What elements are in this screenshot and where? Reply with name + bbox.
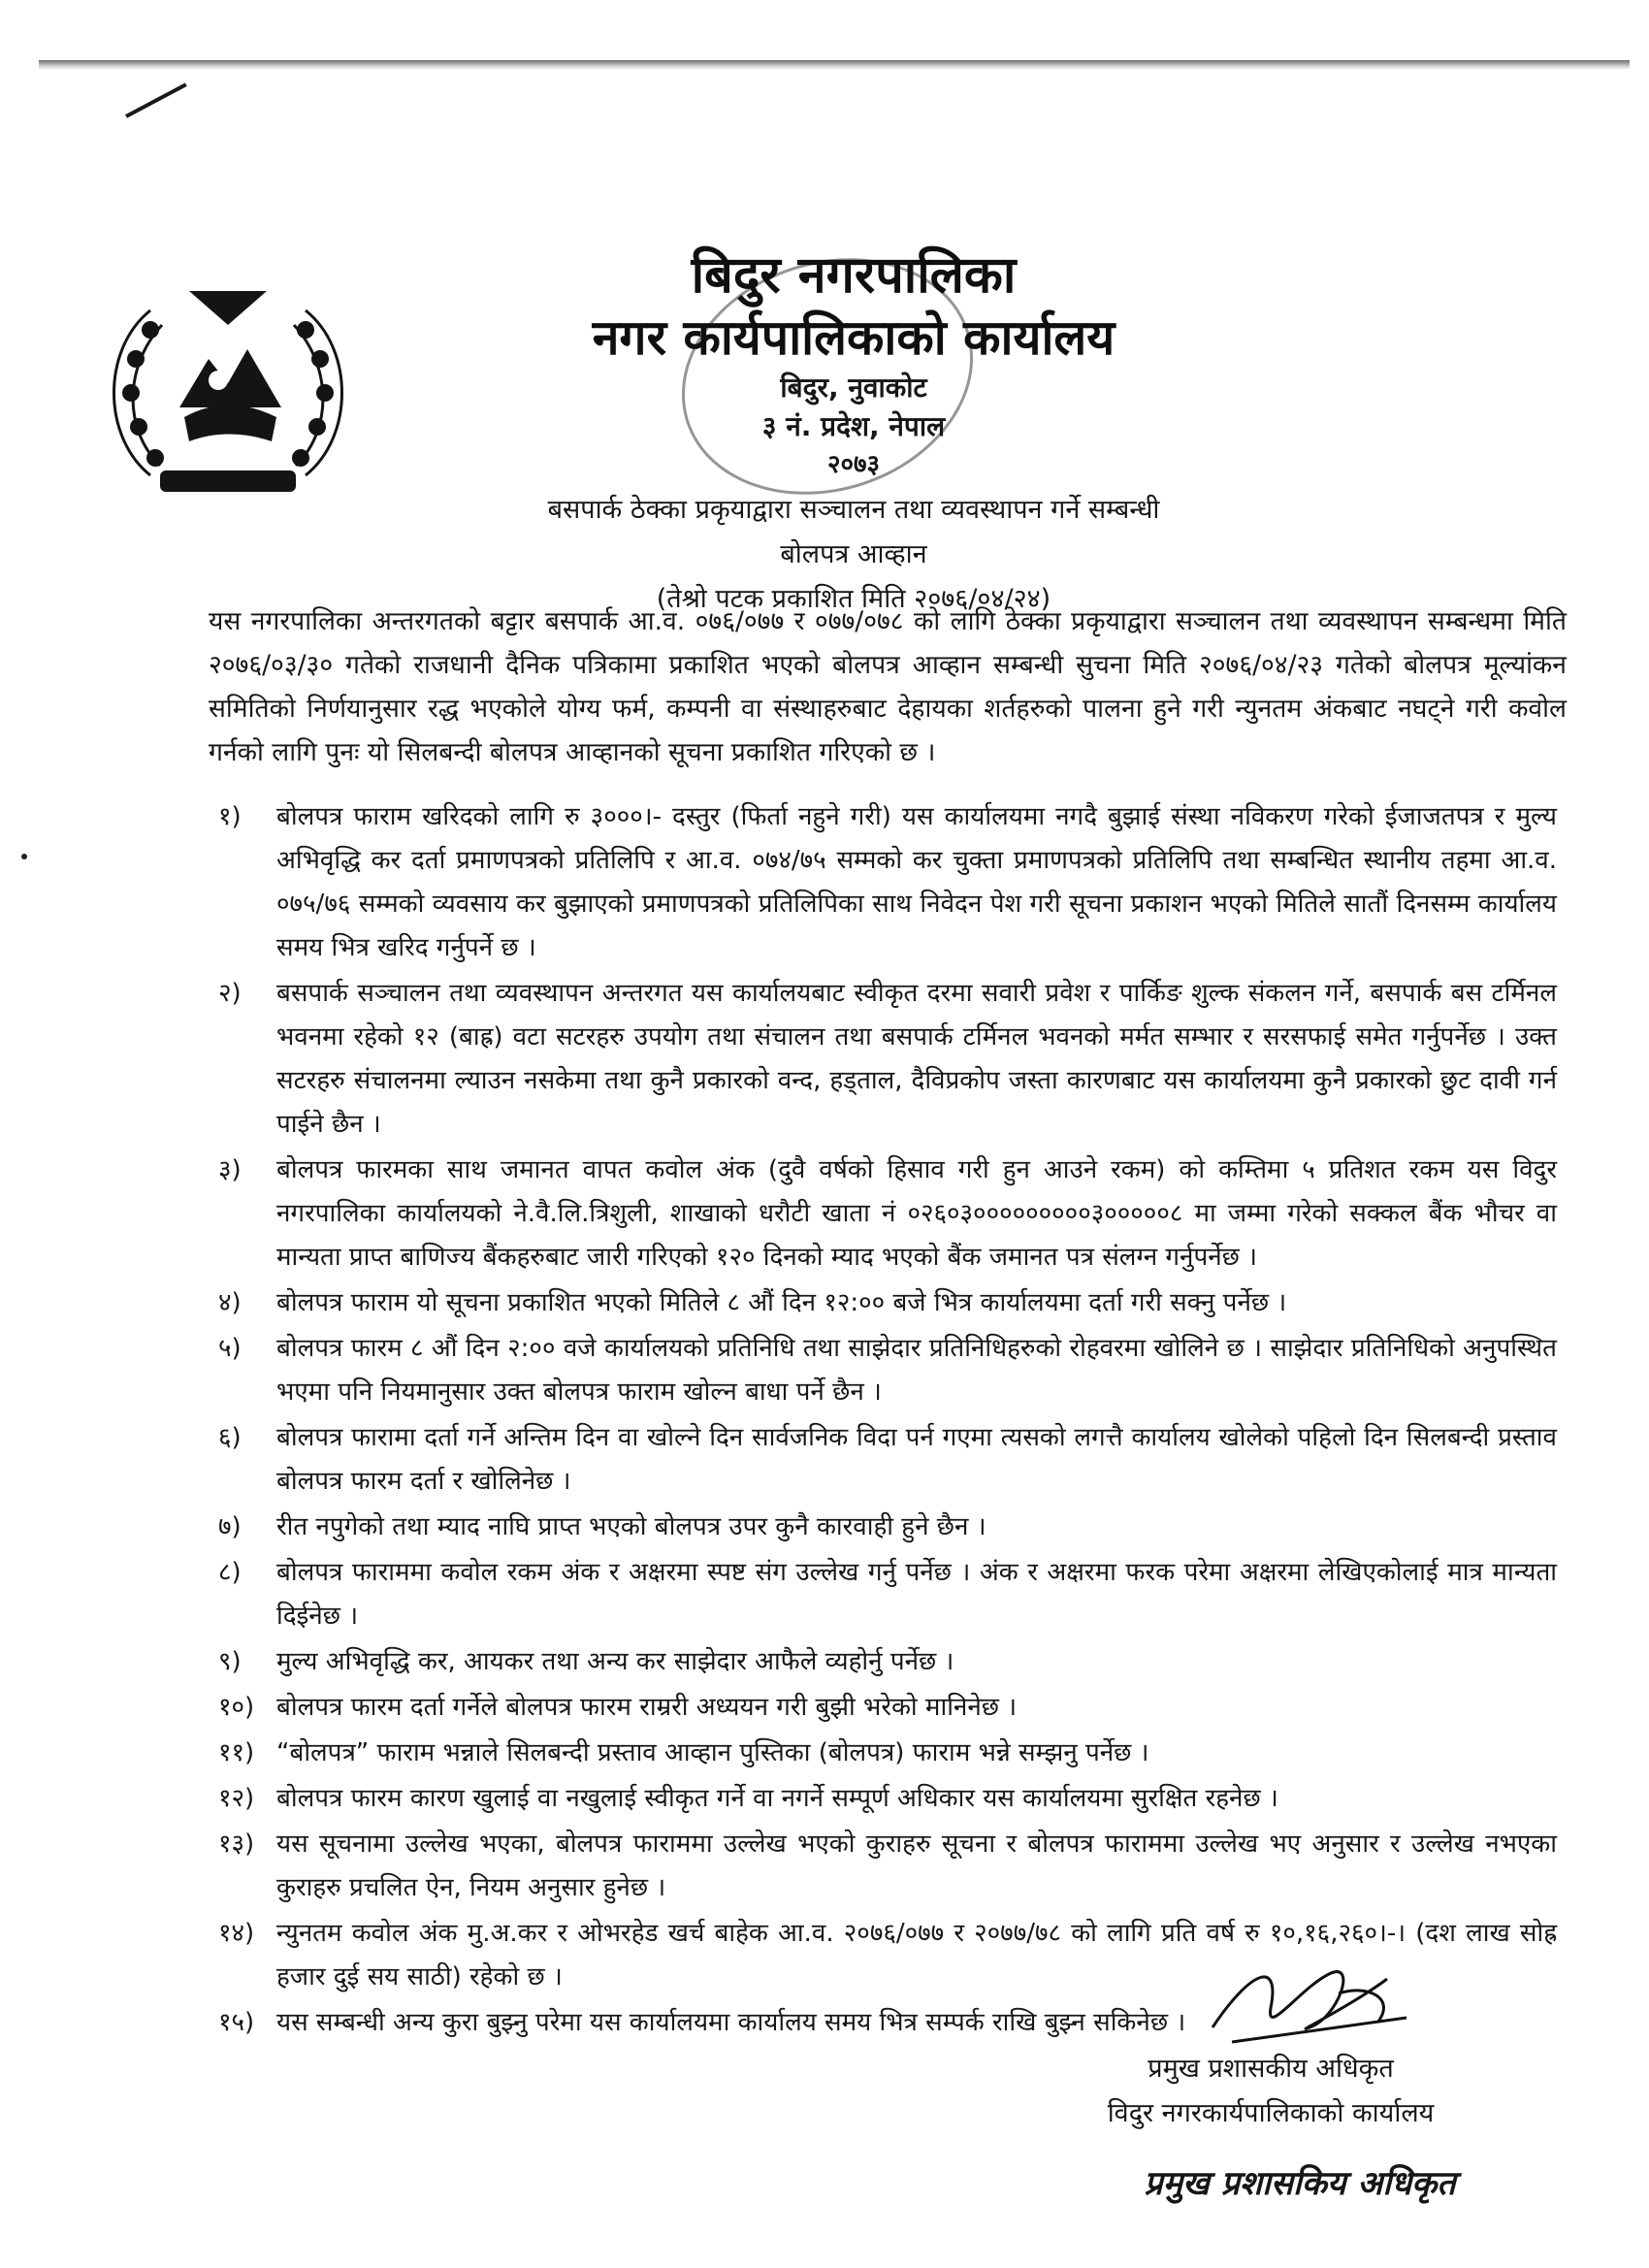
item-number: ११) [218, 1738, 255, 1767]
handwritten-signature [1193, 1950, 1426, 2057]
item-number: १०) [218, 1693, 255, 1722]
item-text: बोलपत्र फारम ८ औं दिन २:०० वजे कार्यालयको प्रतिनिधि तथा साझेदार प्रतिनिधिहरुको रोहवरमा खोलिने छ । साझेदार प्रतिनिधिको अनुपस्थित भएमा पनि नियमानुसार उक्त बोलपत्र फाराम खोल्न बाधा पर्ने छैन । [276, 1334, 1557, 1407]
item-number: ९) [218, 1647, 242, 1676]
designation-stamp: प्रमुख प्रशासकिय अधिकृत [1144, 2164, 1456, 2203]
signatory-office: विदुर नगरकार्यपालिकाको कार्यालय [1107, 2098, 1435, 2128]
list-item [218, 1416, 1557, 1504]
item-number: १) [218, 802, 242, 831]
margin-dot [21, 854, 27, 859]
scan-edge [39, 60, 1630, 70]
list-item [218, 1686, 1557, 1730]
signatory-block [1077, 2047, 1465, 2136]
item-text: बोलपत्र फाराम यो सूचना प्रकाशित भएको मितिले ८ औं दिन १२:०० बजे भित्र कार्यालयमा दर्ता गरी सक्नु पर्नेछ । [276, 1288, 1287, 1317]
nepal-emblem-icon [92, 272, 364, 514]
item-text: यस सूचनामा उल्लेख भएका, बोलपत्र फाराममा उल्लेख भएको कुराहरु सूचना र बोलपत्र फाराममा उल्लेख भए अनुसार र उल्लेख नभएका कुराहरु प्रचलित ऐन, नियम अनुसार हुनेछ । [276, 1830, 1557, 1902]
list-item [218, 1732, 1557, 1775]
conditions-list [218, 795, 1557, 2047]
intro-paragraph: यस नगरपालिका अन्तरगतको बट्टार बसपार्क आ.व. ०७६/०७७ र ०७७/०७८ को लागि ठेक्का प्रकृयाद्वारा सञ्चालन तथा व्यवस्थापन सम्बन्धमा मिति २०७६/०३/३० गतेको राजधानी दैनिक पत्रिकामा प्रकाशित भएको बोलपत्र आव्हान सम्बन्धी सुचना मिति २०७६/०४/२३ गतेको बोलपत्र मूल्यांकन समितिको निर्णयानुसार रद्ध भएकोले योग्य फर्म, कम्पनी वा संस्थाहरुबाट देहायका शर्तहरुको पालना हुने गरी न्युनतम अंकबाट नघट्ने गरी कवोल गर्नको लागि पुनः यो सिलबन्दी बोलपत्र आव्हानको सूचना प्रकाशित गरिएको छ । [209, 606, 1567, 767]
publish-date: (तेश्रो पटक प्रकाशित मिति २०७६/०४/२४) [656, 584, 1051, 614]
item-text: बोलपत्र फारामा दर्ता गर्ने अन्तिम दिन वा खोल्ने दिन सार्वजनिक विदा पर्न गएमा त्यसको लगत्तै कार्यालय खोलेको पहिलो दिन सिलबन्दी प्रस्ताव बोलपत्र फारम दर्ता र खोलिनेछ । [276, 1423, 1557, 1496]
list-item [218, 1777, 1557, 1821]
item-text: न्युनतम कवोल अंक मु.अ.कर र ओभरहेड खर्च बाहेक आ.व. २०७६/०७७ र २०७७/७८ को लागि प्रति वर्ष रु १०,१६,२६०।-। (दश लाख सोह्र हजार दुई सय साठी) रहेको छ । [276, 1919, 1557, 1992]
item-number: १३) [218, 1830, 255, 1859]
item-number: ७) [218, 1512, 242, 1541]
item-number: ५) [218, 1334, 242, 1363]
list-item [218, 1506, 1557, 1549]
established-year: २०७३ [826, 450, 881, 479]
item-text: “बोलपत्र” फाराम भन्नाले सिलबन्दी प्रस्ताव आव्हान पुस्तिका (बोलपत्र) फाराम भन्ने सम्झनु पर्नेछ । [276, 1738, 1149, 1767]
municipality-name: बिदुर नगरपालिका [691, 245, 1017, 305]
item-text: बोलपत्र फाराममा कवोल रकम अंक र अक्षरमा स्पष्ट संग उल्लेख गर्नु पर्नेछ । अंक र अक्षरमा फरक परेमा अक्षरमा लेखिएकोलाई मात्र मान्यता दिईनेछ । [276, 1558, 1557, 1631]
item-text: बोलपत्र फारम दर्ता गर्नेले बोलपत्र फारम राम्ररी अध्ययन गरी बुझी भरेको मानिनेछ । [276, 1693, 1018, 1722]
item-text: बोलपत्र फारम कारण खुलाई वा नखुलाई स्वीकृत गर्ने वा नगर्ने सम्पूर्ण अधिकार यस कार्यालयमा सुरक्षित रहनेछ । [276, 1784, 1278, 1813]
item-text: यस सम्बन्धी अन्य कुरा बुझ्नु परेमा यस कार्यालयमा कार्यालय समय भित्र सम्पर्क राखि बुझ्न सकिनेछ । [276, 2008, 1186, 2037]
item-text: बोलपत्र फाराम खरिदको लागि रु ३०००।- दस्तुर (फिर्ता नहुने गरी) यस कार्यालयमा नगदै बुझाई संस्था नविकरण गरेको ईजाजतपत्र र मुल्य अभिवृद्धि कर दर्ता प्रमाणपत्रको प्रतिलिपि र आ.व. ०७४/७५ सम्मको कर चुक्ता प्रमाणपत्रको प्रतिलिपि तथा सम्बन्धित स्थानीय तहमा आ.व. ०७५/७६ सम्मको व्यवसाय कर बुझाएको प्रमाणपत्रको प्रतिलिपिका साथ निवेदन पेश गरी सूचना प्रकाशन भएको मितिले सातौं दिनसम्म कार्यालय समय भित्र खरिद गर्नुपर्ने छ । [276, 802, 1557, 962]
pen-mark [125, 82, 187, 117]
list-item [218, 972, 1557, 1147]
item-number: १४) [218, 1919, 255, 1948]
letterhead [369, 244, 1339, 483]
list-item [218, 1149, 1557, 1280]
signatory-title: प्रमुख प्रशासकीय अधिकृत [1148, 2054, 1394, 2084]
list-item [218, 795, 1557, 970]
list-item [218, 1640, 1557, 1684]
item-text: रीत नपुगेको तथा म्याद नाघि प्राप्त भएको बोलपत्र उपर कुनै कारवाही हुने छैन । [276, 1512, 986, 1541]
list-item [218, 1327, 1557, 1414]
item-number: १५) [218, 2008, 255, 2037]
province-line: ३ नं. प्रदेश, नेपाल [761, 410, 946, 442]
item-text: मुल्य अभिवृद्धि कर, आयकर तथा अन्य कर साझेदार आफैले व्यहोर्नु पर्नेछ । [276, 1647, 954, 1676]
office-name: नगर कार्यपालिकाको कार्यालय [592, 308, 1116, 366]
item-number: ८) [218, 1558, 242, 1587]
office-address: बिदुर, नुवाकोट [780, 372, 927, 404]
item-text: बसपार्क सञ्चालन तथा व्यवस्थापन अन्तरगत यस कार्यालयबाट स्वीकृत दरमा सवारी प्रवेश र पार्किङ शुल्क संकलन गर्ने, बसपार्क बस टर्मिनल भवनमा रहेको १२ (बाह्र) वटा सटरहरु उपयोग तथा संचालन तथा बसपार्क टर्मिनल भवनको मर्मत सम्भार र सरसफाई समेत गर्नुपर्नेछ । उक्त सटरहरु संचालनमा ल्याउन नसकेमा तथा कुनै प्रकारको वन्द, हड्ताल, दैविप्रकोप जस्ता कारणबाट यस कार्यालयमा कुनै प्रकारको छुट दावी गर्न पाईने छैन । [276, 979, 1557, 1139]
item-number: ६) [218, 1423, 242, 1452]
item-number: १२) [218, 1784, 255, 1813]
item-number: ४) [218, 1288, 242, 1317]
item-text: बोलपत्र फारमका साथ जमानत वापत कवोल अंक (दुवै वर्षको हिसाव गरी हुन आउने रकम) को कम्तिमा ५ प्रतिशत रकम यस विदुर नगरपालिका कार्यालयको ने.वै.लि.त्रिशुली, शाखाको धरौटी खाता नं ०२६०३०००००००००३०००००८ मा जम्मा गरेको सक्कल बैंक भौचर वा मान्यता प्राप्त बाणिज्य बैंकहरुबाट जारी गरिएको १२० दिनको म्याद भएको बैंक जमानत पत्र संलग्न गर्नुपर्नेछ । [276, 1155, 1557, 1272]
item-number: २) [218, 979, 242, 1008]
item-number: ३) [218, 1155, 242, 1184]
list-item [218, 1281, 1557, 1325]
list-item [218, 1823, 1557, 1910]
subject-title: बसपार्क ठेक्का प्रकृयाद्वारा सञ्चालन तथा व्यवस्थापन गर्ने सम्बन्धी [547, 495, 1160, 525]
subject-heading: बोलपत्र आव्हान [780, 539, 927, 569]
list-item [218, 1551, 1557, 1638]
